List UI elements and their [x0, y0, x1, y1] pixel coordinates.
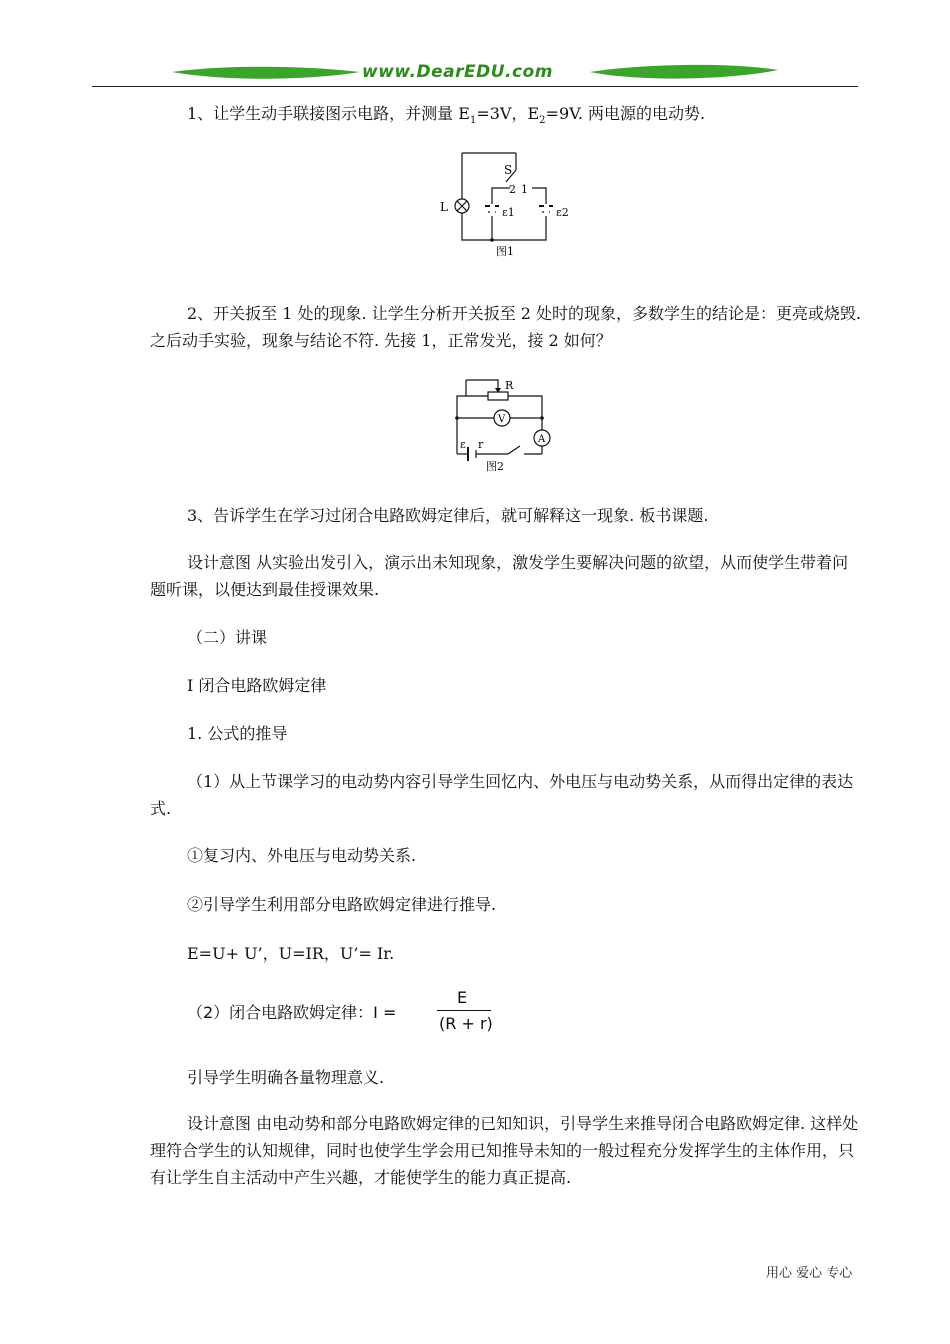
p1-text-c: =9V. 两电源的电动势.: [545, 104, 706, 123]
fig2-eps-label: ε: [460, 438, 466, 451]
fig1-caption: 图1: [496, 245, 514, 258]
paragraph-12: 引导学生明确各量物理意义.: [187, 1068, 385, 1087]
p1-text-b: =3V，E: [476, 104, 540, 123]
section-heading-law: I 闭合电路欧姆定律: [187, 676, 327, 695]
fig1-switch-label: S: [504, 163, 513, 177]
subsection-derivation: 1. 公式的推导: [187, 724, 288, 743]
paragraph-10: ②引导学生利用部分电路欧姆定律进行推导.: [187, 895, 497, 914]
footer-motto: 用心 爱心 专心: [766, 1266, 853, 1281]
fig2-voltmeter-label: V: [498, 414, 506, 425]
p1-sub-2: 2: [539, 115, 546, 127]
formula-numerator: E: [457, 988, 468, 1007]
fraction-bar: [437, 1010, 491, 1011]
fig1-contact-2: 2: [509, 183, 516, 196]
fig1-eps2-label: ε2: [556, 206, 569, 219]
paragraph-2: 2、开关扳至 1 处的现象. 让学生分析开关扳至 2 处时的现象，多数学生的结论是：更亮或烧毁. 之后动手实验，现象与结论不符. 先接 1，正常发光，接 2 如何？: [150, 304, 862, 350]
fig2-ammeter-label: A: [538, 434, 546, 445]
fig2-r-label: r: [478, 438, 484, 451]
fig1-eps1-label: ε1: [502, 206, 515, 219]
fig1-contact-1: 1: [521, 183, 528, 196]
section-heading-lecture: （二）讲课: [187, 628, 268, 647]
paragraph-13: 设计意图 由电动势和部分电路欧姆定律的已知知识，引导学生来推导闭合电路欧姆定律. 这样处理符合学生的认知规律，同时也使学生学会用已知推导未知的一般过程充分发挥学生的主体作用，只有让学生自主活动中产生兴趣，才能使学生的能力真正提高.: [150, 1114, 859, 1187]
paragraph-9: ①复习内、外电压与电动势关系.: [187, 846, 417, 865]
formula-label: （2）闭合电路欧姆定律：I =: [187, 1003, 397, 1022]
formula-denominator: (R + r): [439, 1014, 493, 1033]
p1-text-a: 1、让学生动手联接图示电路，并测量 E: [187, 104, 470, 123]
site-logo-text: www.DearEDU.com: [362, 62, 553, 82]
fig1-lamp-label: L: [440, 200, 448, 214]
paragraph-3: 3、告诉学生在学习过闭合电路欧姆定律后，就可解释这一现象. 板书课题.: [187, 506, 709, 525]
paragraph-1: [187, 100, 705, 134]
figure-1-circuit: [436, 148, 576, 260]
fig2-rheostat-label: R: [505, 379, 514, 392]
header-rule: [92, 86, 858, 87]
p1-sub-1: 1: [469, 115, 477, 127]
fig2-caption: 图2: [486, 460, 504, 473]
equation-line: E=U+ U’，U=IR，U’= Ir.: [187, 944, 395, 963]
paragraph-4: 设计意图 从实验出发引入，演示出未知现象，激发学生要解决问题的欲望，从而使学生带着问题听课，以便达到最佳授课效果.: [150, 553, 849, 599]
figure-2-circuit: [448, 372, 558, 476]
paragraph-8: （1）从上节课学习的电动势内容引导学生回忆内、外电压与电动势关系，从而得出定律的表达式.: [150, 772, 854, 818]
